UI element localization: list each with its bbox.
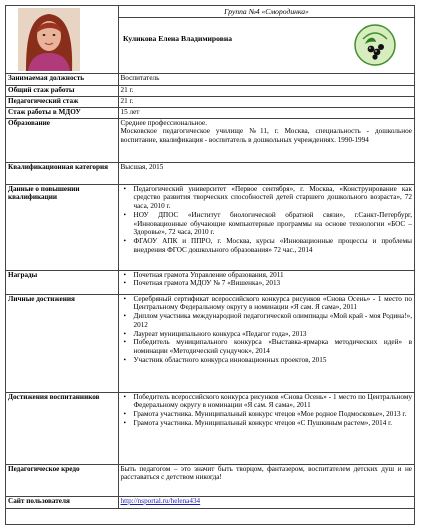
row-personal-achievements: [6, 294, 414, 392]
value-qualification: [118, 184, 414, 270]
value-education: [118, 118, 414, 162]
list-item: • Диплом участника международной педагогической олимпиады «Мой край - моя Родина!», 2012: [121, 312, 413, 330]
profile-table: [6, 74, 414, 509]
label-education: Образование: [6, 118, 118, 162]
list-item: • НОУ ДПОС «Институт биологической обратной связи», г.Санкт-Петербург, «Инновационные обучающие компьютерные программы на основе технологии «БОС – Здоровье», 72 часа, 2010 г.: [121, 211, 413, 237]
value-personal-achievements: [118, 294, 414, 392]
list-item: • Серебряный сертификат всероссийского конкурса рисунков «Снова Осень» - 1 место по Центральному Федеральному округу в номинации «Я сам. Я сама», 2011: [121, 295, 413, 313]
group-title: Группа №4 «Смородинка»: [118, 6, 414, 18]
education-details: Московское педагогическое училище №11, г. Москва, специальность - дошкольное воспитание, квалификация - воспитатель в дошкольных учреждениях. 1990-1994: [120, 127, 412, 145]
row-website: [6, 496, 414, 508]
teacher-photo: [18, 8, 80, 71]
row-teaching-experience: [6, 96, 414, 107]
currant-logo-icon: [354, 24, 396, 66]
label-qualification: Данные о повышении квалификации: [6, 184, 118, 270]
value-website: [118, 496, 414, 508]
education-level: Среднее профессиональное.: [120, 118, 208, 127]
value-total-experience: 21 г.: [118, 85, 414, 96]
label-category: Квалификационная категория: [6, 162, 118, 184]
label-school-experience: Стаж работы в МДОУ: [6, 107, 118, 118]
value-position: Воспитатель: [118, 74, 414, 85]
value-category: Высшая, 2015: [118, 162, 414, 184]
row-qualification: [6, 184, 414, 270]
portrait-image: [18, 8, 80, 71]
list-item: • Грамота участника. Муниципальный конкурс чтецов «Мое родное Подмосковье», 2013 г.: [121, 410, 413, 419]
label-total-experience: Общий стаж работы: [6, 85, 118, 96]
teacher-profile-card: [5, 5, 415, 525]
value-school-experience: 15 лет: [118, 107, 414, 118]
profile-header: [6, 6, 414, 74]
label-website: Сайт пользователя: [6, 496, 118, 508]
label-teaching-experience: Педагогический стаж: [6, 96, 118, 107]
row-credo: [6, 464, 414, 496]
list-item: • Педагогический университет «Первое сентября», г. Москва, «Конструирование как средство развития творческих способностей детей старшего дошкольного возраста», 72 часа, 2010 г.: [121, 185, 413, 211]
list-item: • Участник областного конкурса инновационных проектов, 2015: [121, 356, 413, 365]
list-item: • ФГАОУ АПК и ППРО, г. Москва, курсы «Инновационные процессы и проблемы внедрения ФГОС дошкольного образования» 72 час., 2014: [121, 237, 413, 255]
row-school-experience: [6, 107, 414, 118]
row-position: [6, 74, 414, 85]
value-awards: [118, 270, 414, 294]
list-item: • Лауреат муниципального конкурса «Педагог года», 2013: [121, 330, 413, 339]
row-awards: [6, 270, 414, 294]
row-education: [6, 118, 414, 162]
list-item: • Почетная грамота Управление образования, 2011: [121, 271, 413, 280]
label-student-achievements: Достижения воспитанников: [6, 392, 118, 464]
value-teaching-experience: 21 г.: [118, 96, 414, 107]
value-student-achievements: [118, 392, 414, 464]
group-logo: [354, 24, 396, 66]
value-credo: Быть педагогом – это значит быть творцом, фантазером, воспитателем детских душ и не расставаться с детством никогда!: [118, 464, 414, 496]
list-item: • Победитель всероссийского конкурса рисунков «Снова Осень» - 1 место по Центральному Федеральному округу в номинации «Я сам. Я сама», 2011: [121, 393, 413, 411]
label-position: Занимаемая должность: [6, 74, 118, 85]
teacher-name: Куликова Елена Владимировна: [118, 18, 318, 74]
list-item: • Почетная грамота МДОУ № 7 «Вишенка», 2013: [121, 279, 413, 288]
label-awards: Награды: [6, 270, 118, 294]
website-link[interactable]: http://nsportal.ru/helena434: [120, 496, 201, 505]
label-personal-achievements: Личные достижения: [6, 294, 118, 392]
list-item: • Победитель муниципального конкурса «Выставка-ярмарка методических идей» в номинации «Методический сундучок», 2014: [121, 338, 413, 356]
row-total-experience: [6, 85, 414, 96]
row-category: [6, 162, 414, 184]
list-item: • Грамота участника. Муниципальный конкурс чтецов «С Пушкиным растем», 2014 г.: [121, 419, 413, 428]
label-credo: Педагогическое кредо: [6, 464, 118, 496]
row-student-achievements: [6, 392, 414, 464]
